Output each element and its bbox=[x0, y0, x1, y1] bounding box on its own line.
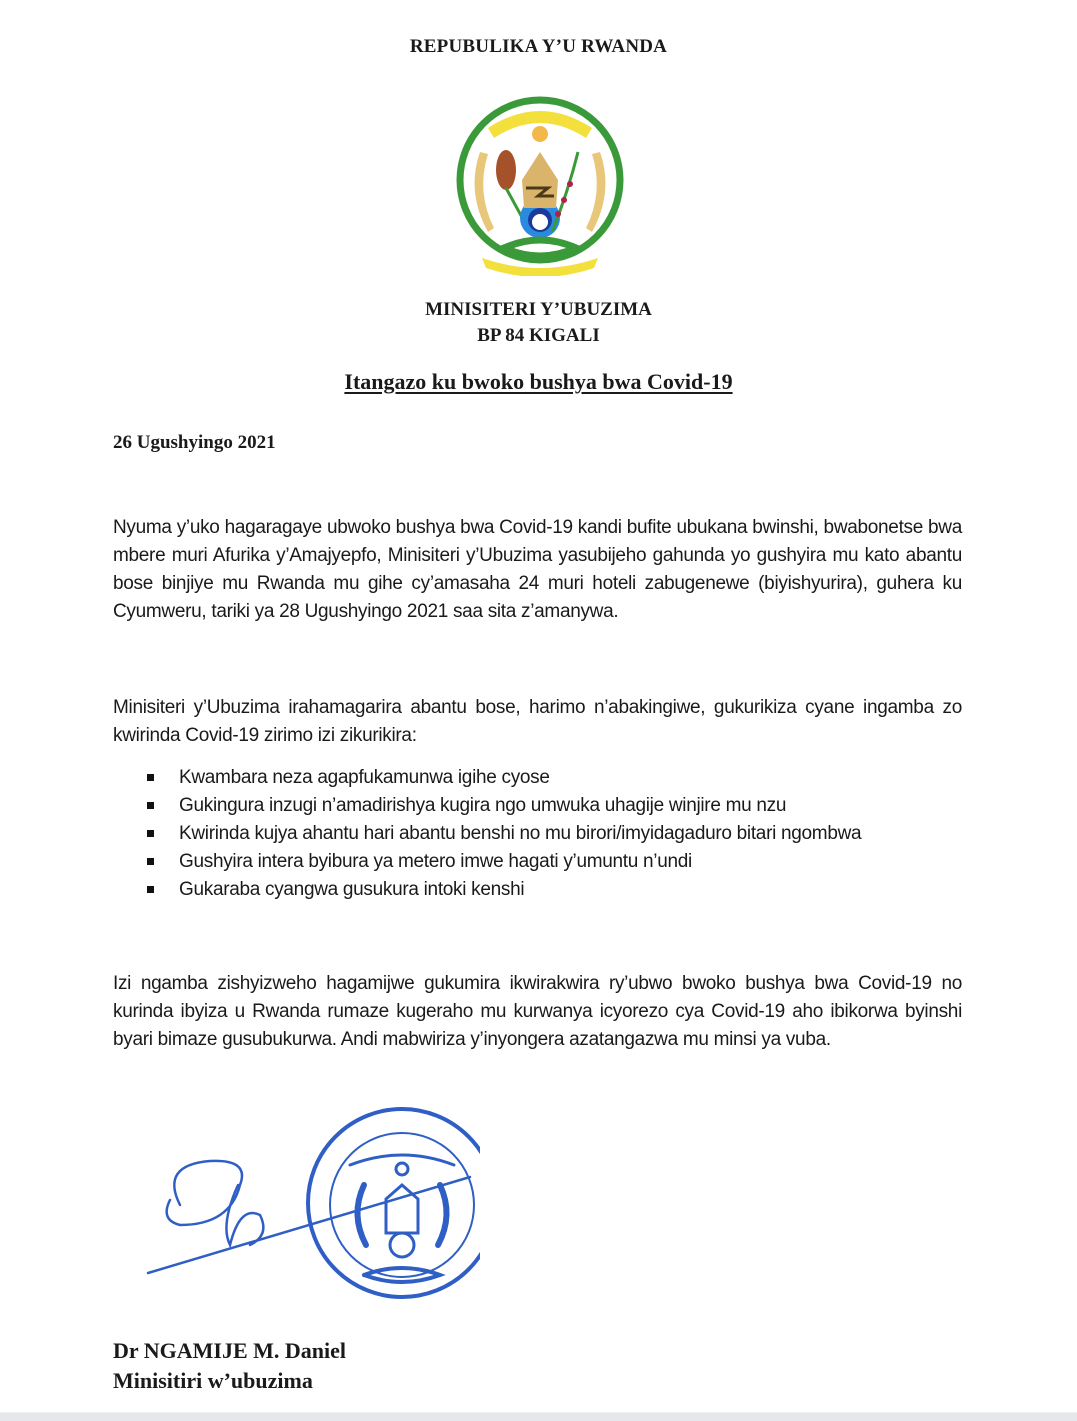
ministry-name: MINISITERI Y’UBUZIMA bbox=[425, 299, 652, 320]
page-bottom-edge bbox=[0, 1412, 1077, 1421]
ministry-address: BP 84 KIGALI bbox=[477, 325, 600, 346]
paragraph-3: Izi ngamba zishyizweho hagamijwe gukumira ikwirakwira ry’ubwo bwoko bushya bwa Covid-19 no kurinda ibyiza u Rwanda rumaze kugeraho mu kurwanya icyorezo cya Covid-19 aho ibikorwa byinshi byari bimaze gusubukurwa. Andi mabwiriza y’inyongera azatangazwa mu minsi ya vuba. bbox=[113, 973, 962, 1050]
document-date: 26 Ugushyingo 2021 bbox=[113, 432, 276, 453]
paragraph-1: Nyuma y’uko hagaragaye ubwoko bushya bwa Covid-19 kandi bufite ubukana bwinshi, bwabonetse bwa mbere muri Afurika y’Amajyepfo, Minisiteri y’Ubuzima yasubijeho gahunda yo gushyira mu kato abantu bose binjiye mu Rwanda mu gihe cy’amasaha 24 muri hoteli zabugenewe (biyishyurira), guhera ku Cyumweru, tariki ya 28 Ugushyingo 2021 saa sita z’amanywa. bbox=[113, 517, 962, 622]
emblem-knot bbox=[504, 240, 576, 256]
square-bullet-icon bbox=[147, 830, 154, 837]
document-title: Itangazo ku bwoko bushya bwa Covid-19 bbox=[344, 369, 733, 394]
republic-heading: REPUBULIKA Y’U RWANDA bbox=[409, 36, 668, 57]
measure-item: Kwirinda kujya ahantu hari abantu benshi no mu birori/imyidagaduro bitari ngombwa bbox=[113, 820, 962, 848]
coat-of-arms-emblem bbox=[448, 92, 632, 276]
measures-list bbox=[113, 764, 962, 904]
emblem-basket bbox=[522, 152, 558, 208]
square-bullet-icon bbox=[147, 774, 154, 781]
emblem-bow-left bbox=[475, 152, 494, 232]
measure-item: Kwambara neza agapfukamunwa igihe cyose bbox=[113, 764, 962, 792]
square-bullet-icon bbox=[147, 802, 154, 809]
paragraph-2: Minisiteri y’Ubuzima irahamagarira abantu bose, harimo n’abakingiwe, gukurikiza cyane ingamba zo kwirinda Covid-19 zirimo izi zikurikira: bbox=[113, 697, 962, 746]
measure-item: Gukaraba cyangwa gusukura intoki kenshi bbox=[113, 876, 962, 904]
ministry-block bbox=[0, 297, 1077, 349]
emblem-bow-right bbox=[586, 152, 605, 232]
measure-item: Gukingura inzugi n’amadirishya kugira ngo umwuka uhagije winjire mu nzu bbox=[113, 792, 962, 820]
signer-title: Minisitiri w’ubuzima bbox=[113, 1368, 313, 1393]
square-bullet-icon bbox=[147, 886, 154, 893]
emblem-sun bbox=[532, 126, 548, 142]
square-bullet-icon bbox=[147, 858, 154, 865]
emblem-sorghum bbox=[496, 150, 516, 190]
signer-name: Dr NGAMIJE M. Daniel bbox=[113, 1338, 347, 1363]
signature-and-stamp bbox=[140, 1105, 480, 1305]
measure-item: Gushyira intera byibura ya metero imwe hagati y’umuntu n’undi bbox=[113, 848, 962, 876]
signer-block bbox=[113, 1336, 346, 1396]
